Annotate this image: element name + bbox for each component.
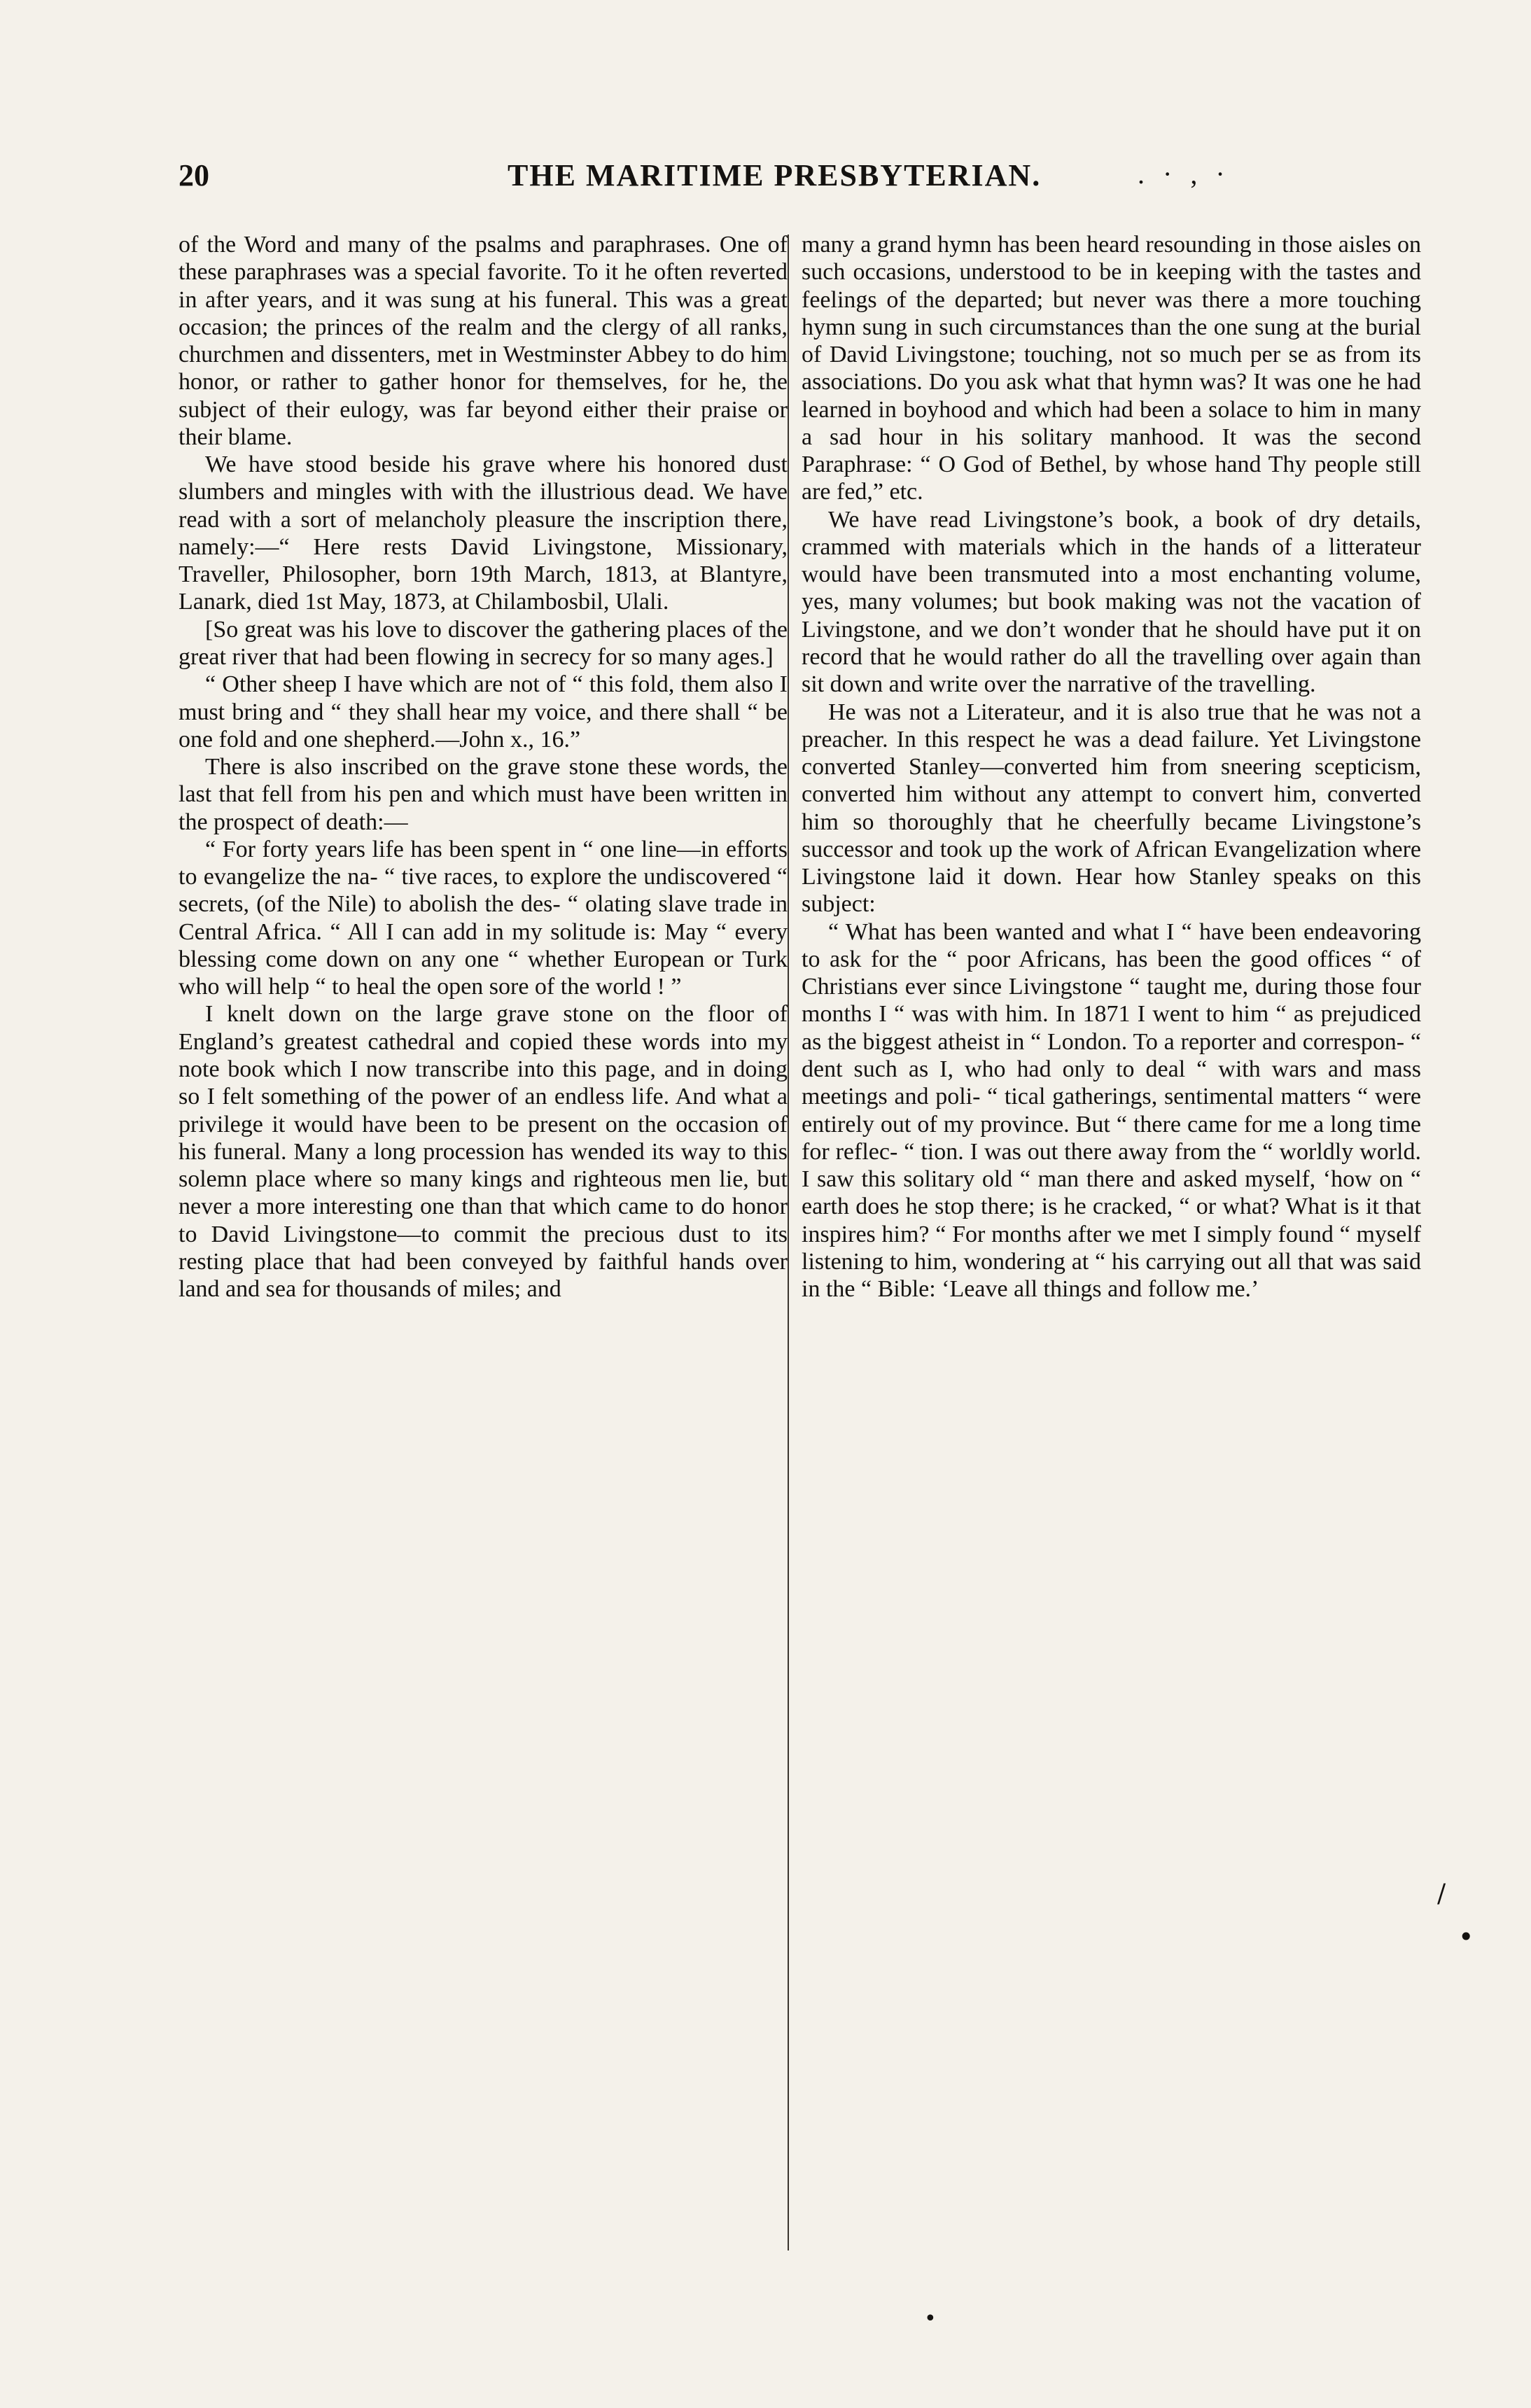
paragraph: many a grand hymn has been heard resounding in those aisles on such occasions, understood to be in keeping with the tastes and feelings of the departed; but never was there a more touching hymn sung in such circumstances than the one sung at the burial of David Livingstone; touching, not so much per se as from its associations. Do you ask what that hymn was? It was one he had learned in boyhood and which had been a solace to him in many a sad hour in his solitary manhood. It was the second Paraphrase: “ O God of Bethel, by whose hand Thy people still are fed,” etc.: [802, 232, 1421, 505]
scripture-quote: “ Other sheep I have which are not of “ this fold, them also I must bring and “ they shall hear my voice, and there shall “ be one fold and one shepherd.—John x., 16.”: [179, 671, 788, 752]
left-column: [179, 231, 788, 2272]
paragraph: We have stood beside his grave where his honored dust slumbers and mingles with with the illustrious dead. We have read with a sort of melancholy pleasure the inscription there, namely:—“ Here rests David Livingstone, Missionary, Traveller, Philosopher, born 19th March, 1813, at Blantyre, Lanark, died 1st May, 1873, at Chilambosbil, Ulali.: [179, 451, 788, 615]
inscription-quote: “ For forty years life has been spent in “ one line—in efforts to evangelize the na- “ tive races, to explore the undiscovered “ secrets, (of the Nile) to abolish the des- “ olating slave trade in Central Africa. “ All I can add in my solitude is: May “ every blessing come down on any one “ whether European or Turk who will help “ to heal the open sore of the world ! ”: [179, 836, 788, 1000]
paragraph: of the Word and many of the psalms and paraphrases. One of these paraphrases was a special favorite. To it he often reverted in after years, and it was sung at his funeral. This was a great occasion; the princes of the realm and the clergy of all ranks, churchmen and dissenters, met in Westminster Abbey to do him honor, or rather to gather honor for themselves, for he, the subject of their eulogy, was far beyond either their praise or their blame.: [179, 232, 788, 450]
paragraph: I knelt down on the large grave stone on the floor of England’s greatest cathedral and copied these words into my note book which I now transcribe into this page, and in doing so I felt something of the power of an endless life. And what a privilege it would have been to be present on the occasion of his funeral. Many a long procession has wended its way to this solemn place where so many kings and righteous men lie, but never a more interesting one than that which came to do honor to David Livingstone—to commit the precious dust to its resting place that had been conveyed by faithful hands over land and sea for thousands of miles; and: [179, 1001, 788, 1303]
running-head: [179, 158, 1369, 200]
paragraph: [So great was his love to discover the gathering places of the great river that had been flowing in secrecy for so many ages.]: [179, 616, 788, 670]
margin-mark: •: [924, 2306, 937, 2331]
page-number: 20: [179, 158, 209, 192]
stanley-quote: “ What has been wanted and what I “ have been endeavoring to ask for the “ poor Africans, has been the good offices “ of Christians ever since Livingstone “ taught me, during those four months I “ was with him. In 1871 I went to him “ as prejudiced as the biggest atheist in “ London. To a reporter and correspon- “ dent such as I, who had only to deal “ with wars and mass meetings and poli- “ tical gatherings, sentimental matters “ were entirely out of my province. But “ there came for me a long time for reflec- “ tion. I was out there away from the “ worldly world. I saw this solitary old “ man there and asked myself, ‘how on “ earth does he stop there; is he cracked, “ or what? What is it that inspires him? “ For months after we met I simply found “ myself listening to him, wondering at “ his carrying out all that was said in the “ Bible: ‘Leave all things and follow me.’: [802, 918, 1421, 1303]
header-ornament: . · , ·: [1138, 158, 1231, 190]
column-rule: [788, 234, 789, 2250]
journal-title: THE MARITIME PRESBYTERIAN.: [508, 158, 1042, 192]
margin-mark: •: [1458, 1921, 1474, 1952]
right-column: [802, 231, 1421, 2272]
paragraph: He was not a Literateur, and it is also true that he was not a preacher. In this respect he was a dead failure. Yet Livingstone converted Stanley—converted him from sneering scepticism, converted him without any attempt to convert him, converted him so thoroughly that he cheerfully became Livingstone’s successor and took up the work of African Evangelization where Livingstone laid it down. Hear how Stanley speaks on this subject:: [802, 699, 1421, 918]
margin-mark: /: [1437, 1879, 1446, 1908]
paragraph: We have read Livingstone’s book, a book of dry details, crammed with materials which in the hands of a litterateur would have been transmuted into a most enchanting volume, yes, many volumes; but book making was not the vacation of Livingstone, and we don’t wonder that he should have put it on record that he would rather do all the travelling over again than sit down and write over the narrative of the travelling.: [802, 506, 1421, 698]
paragraph: There is also inscribed on the grave stone these words, the last that fell from his pen and which must have been written in the prospect of death:—: [179, 754, 788, 835]
